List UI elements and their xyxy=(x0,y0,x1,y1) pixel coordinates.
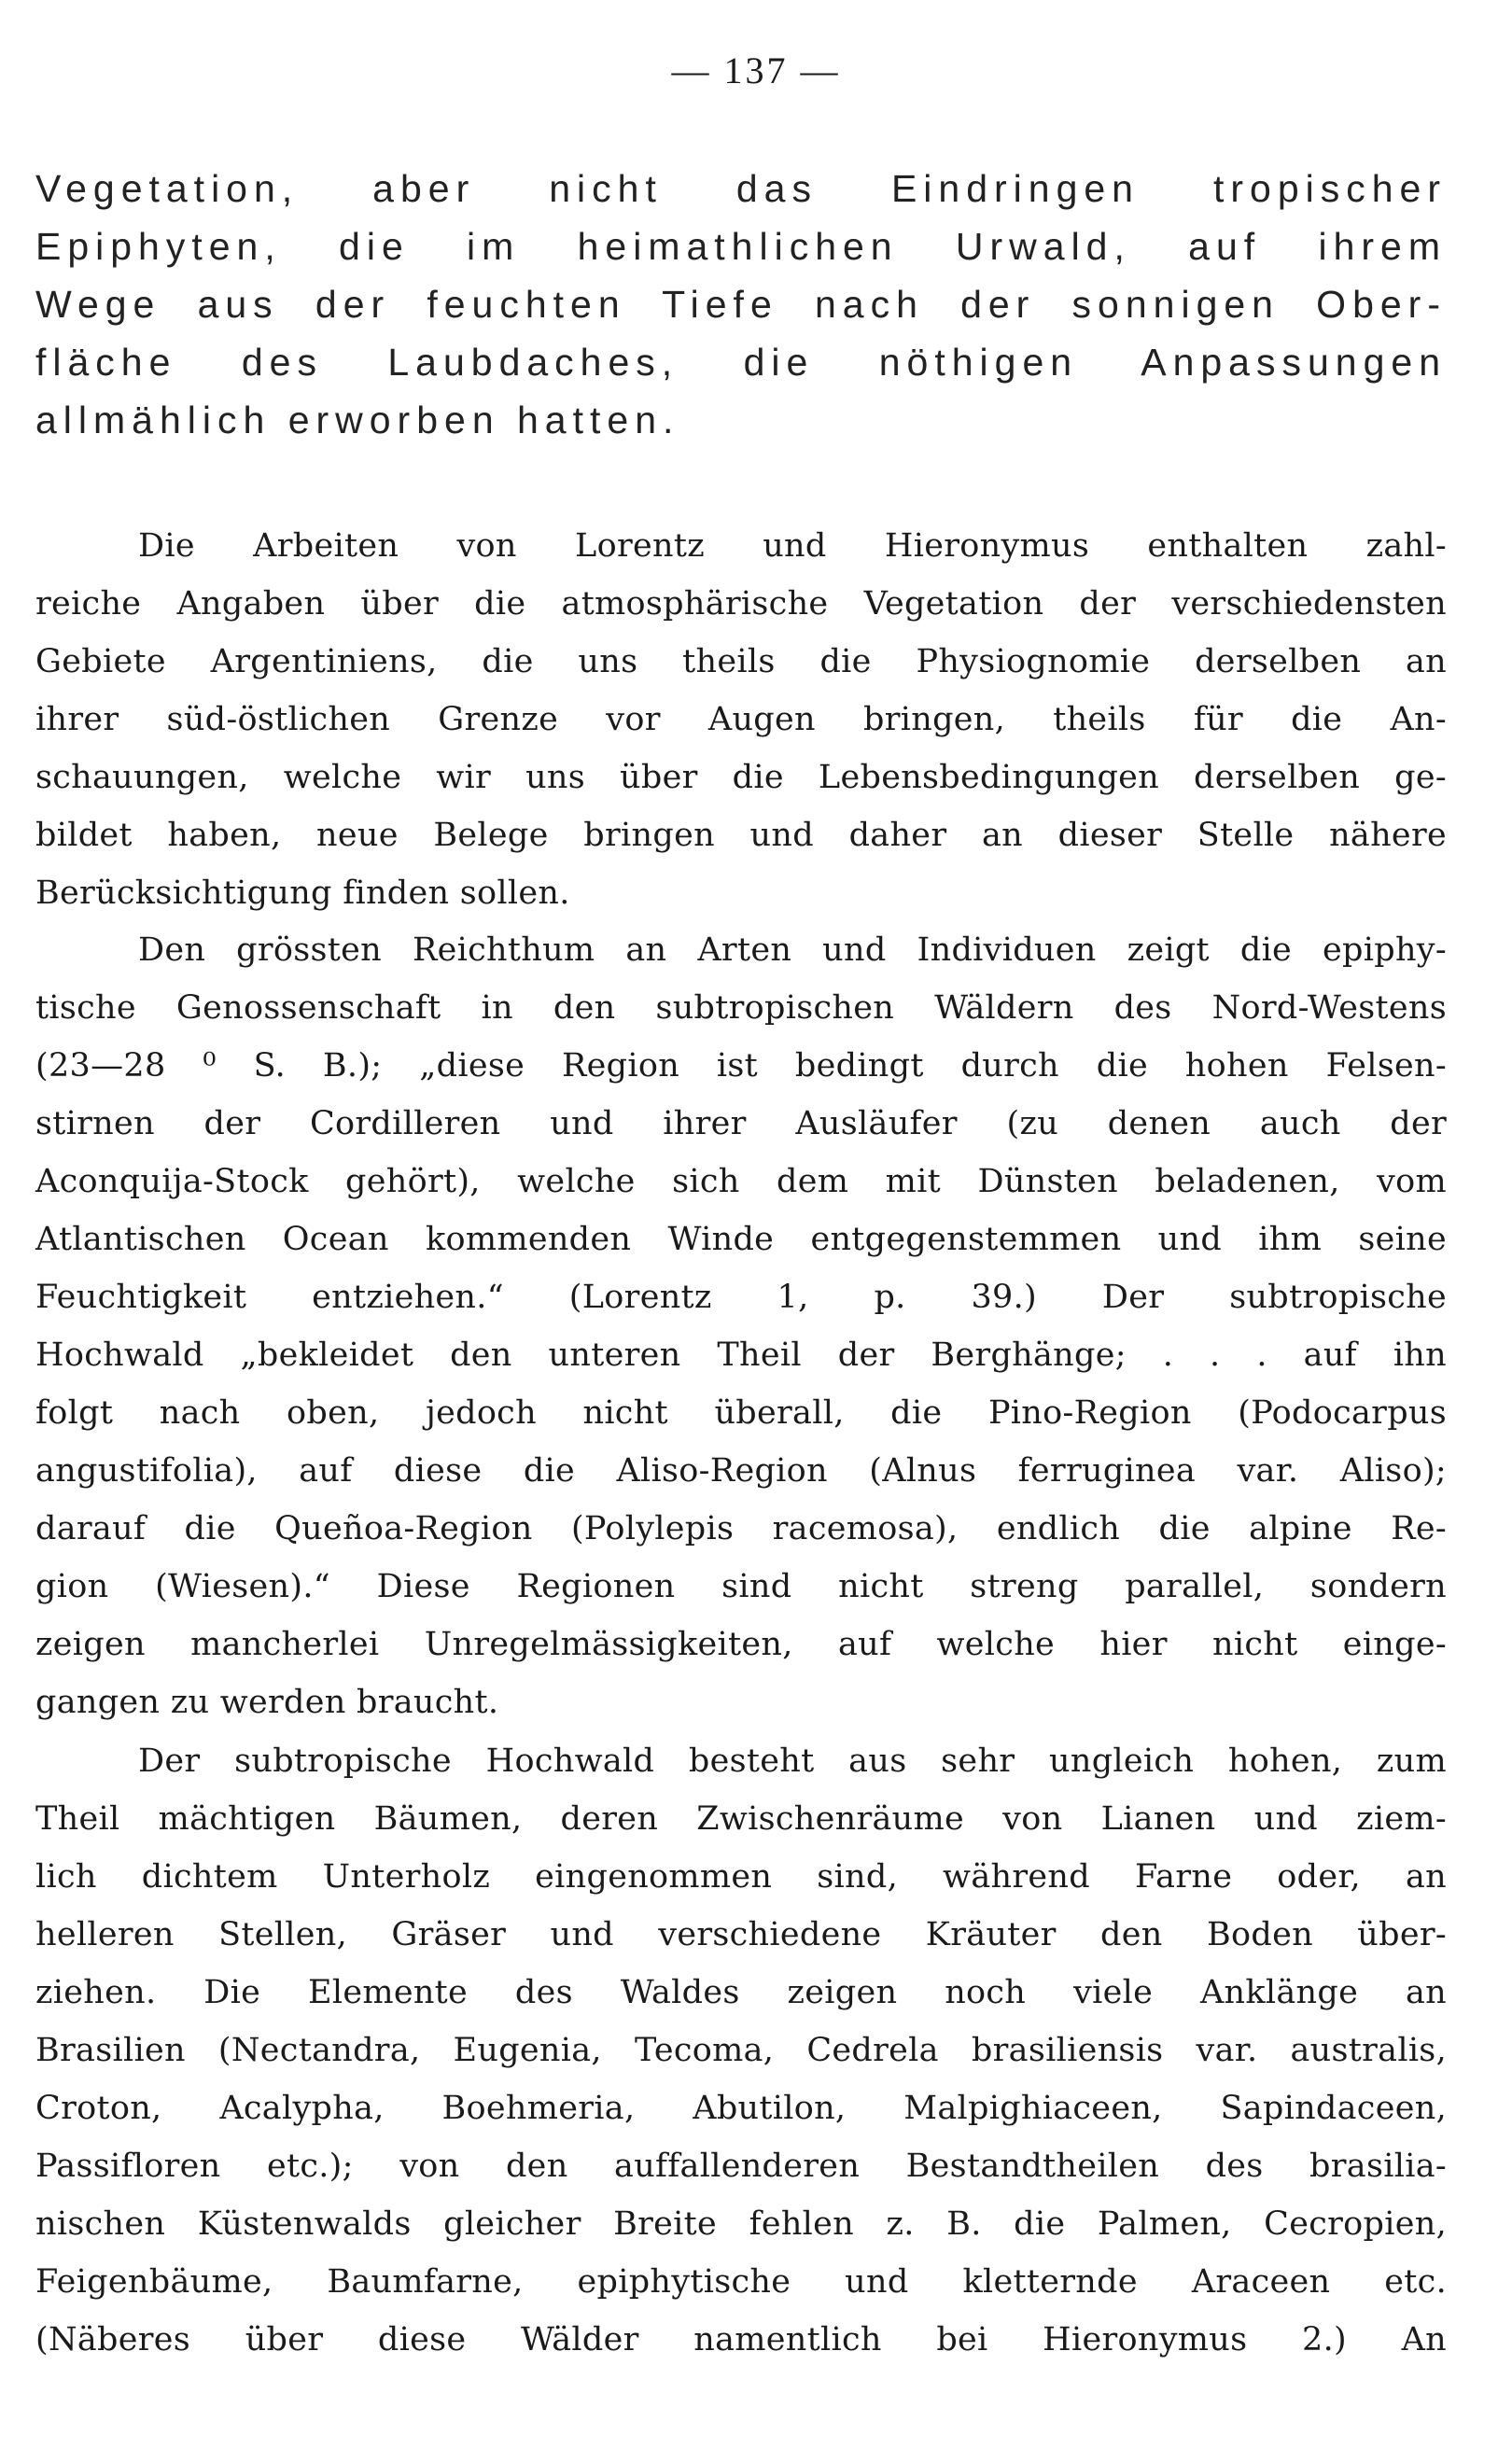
text-line: zeigen mancherlei Unregelmässigkeiten, auf welche hier nicht einge- xyxy=(35,1626,1447,1663)
text-line: Feuchtigkeit entziehen.“ (Lorentz 1, p. 39.) Der subtropische xyxy=(35,1279,1447,1316)
text-line: Feigenbäume, Baumfarne, epiphytische und kletternde Araceen etc. xyxy=(35,2263,1447,2301)
text-line: stirnen der Cordilleren und ihrer Ausläufer (zu denen auch der xyxy=(35,1105,1447,1142)
text-line: tische Genossenschaft in den subtropischen Wäldern des Nord-Westens xyxy=(35,989,1447,1027)
text-line: Die Arbeiten von Lorentz und Hieronymus enthalten zahl- xyxy=(138,527,1447,565)
text-line: folgt nach oben, jedoch nicht überall, die Pino-Region (Podocarpus xyxy=(35,1394,1447,1432)
text-line: bildet haben, neue Belege bringen und daher an dieser Stelle nähere xyxy=(35,817,1447,854)
text-line: (Näberes über diese Wälder namentlich bei Hieronymus 2.) An xyxy=(35,2321,1447,2358)
text-line: Croton, Acalypha, Boehmeria, Abutilon, Malpighiaceen, Sapindaceen, xyxy=(35,2090,1447,2127)
text-line: Aconquija-Stock gehört), welche sich dem mit Dünsten beladenen, vom xyxy=(35,1163,1447,1200)
text-line: angustifolia), auf diese die Aliso-Region (Alnus ferruginea var. Aliso); xyxy=(35,1452,1447,1490)
text-line: Epiphyten, die im heimathlichen Urwald, auf ihrem xyxy=(35,225,1447,268)
text-line: allmählich erworben hatten. xyxy=(35,399,680,441)
text-line: ziehen. Die Elemente des Waldes zeigen noch viele Anklänge an xyxy=(35,1974,1447,2011)
text-line: schauungen, welche wir uns über die Lebensbedingungen derselben ge- xyxy=(35,759,1447,796)
text-line: Gebiete Argentiniens, die uns theils die Physiognomie derselben an xyxy=(35,643,1447,680)
text-line: Atlantischen Ocean kommenden Winde entgegenstemmen und ihm seine xyxy=(35,1221,1447,1258)
text-line: reiche Angaben über die atmosphärische Vegetation der verschiedensten xyxy=(35,585,1447,623)
text-line: Passifloren etc.); von den auffallenderen Bestandtheilen des brasilia- xyxy=(35,2148,1447,2185)
text-line: Der subtropische Hochwald besteht aus sehr ungleich hohen, zum xyxy=(138,1742,1447,1780)
text-line: fläche des Laubdaches, die nöthigen Anpassungen xyxy=(35,341,1447,384)
text-line: Brasilien (Nectandra, Eugenia, Tecoma, Cedrela brasiliensis var. australis, xyxy=(35,2032,1447,2069)
text-line: Vegetation, aber nicht das Eindringen tropischer xyxy=(35,167,1447,210)
text-line: (23—28 ⁰ S. B.); „diese Region ist bedingt durch die hohen Felsen- xyxy=(35,1047,1447,1085)
text-line: Theil mächtigen Bäumen, deren Zwischenräume von Lianen und ziem- xyxy=(35,1800,1447,1838)
text-line: gion (Wiesen).“ Diese Regionen sind nicht streng parallel, sondern xyxy=(35,1568,1447,1605)
text-line: helleren Stellen, Gräser und verschiedene Kräuter den Boden über- xyxy=(35,1916,1447,1953)
text-line: Den grössten Reichthum an Arten und Individuen zeigt die epiphy- xyxy=(138,931,1447,969)
text-line: Berücksichtigung finden sollen. xyxy=(35,875,570,912)
text-line: nischen Küstenwalds gleicher Breite fehlen z. B. die Palmen, Cecropien, xyxy=(35,2205,1447,2243)
page-number: — 137 — xyxy=(671,49,841,91)
text-line: gangen zu werden braucht. xyxy=(35,1684,499,1721)
text-line: ihrer süd-östlichen Grenze vor Augen bringen, theils für die An- xyxy=(35,701,1447,738)
text-line: Wege aus der feuchten Tiefe nach der sonnigen Ober- xyxy=(35,283,1447,326)
text-line: lich dichtem Unterholz eingenommen sind, während Farne oder, an xyxy=(35,1858,1447,1896)
text-line: Hochwald „bekleidet den unteren Theil der Berghänge; . . . auf ihn xyxy=(35,1336,1447,1374)
text-line: darauf die Queñoa-Region (Polylepis racemosa), endlich die alpine Re- xyxy=(35,1510,1447,1547)
